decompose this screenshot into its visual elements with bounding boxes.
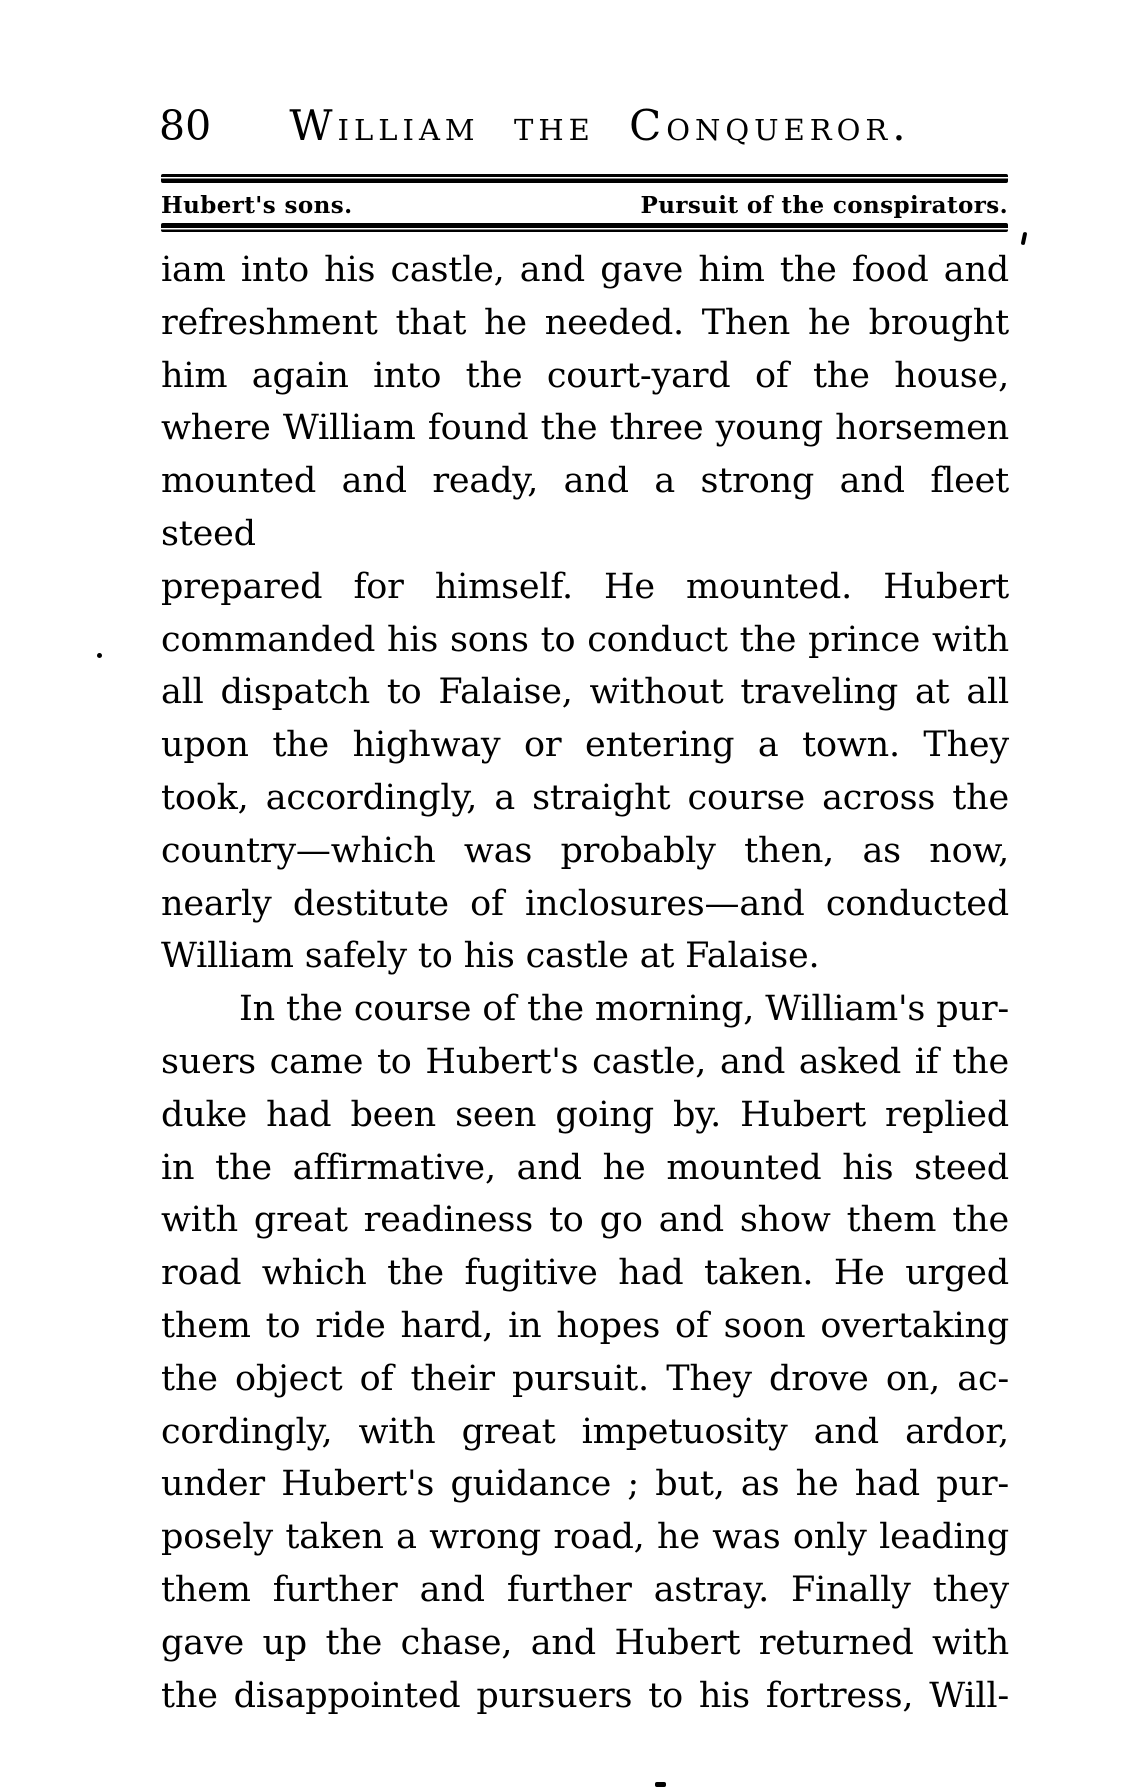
header-rule-top (161, 174, 1008, 183)
text-line: with great readiness to go and show them the (161, 1200, 1009, 1241)
text-line: country—which was probably then, as now, (161, 830, 1009, 871)
text-line: took, accordingly, a straight course across the (161, 777, 1009, 818)
page-number: 80 (159, 102, 212, 150)
running-title: William the Conqueror. (289, 101, 911, 150)
text-line: suers came to Hubert's castle, and asked if the (161, 1041, 1009, 1082)
scan-artifact-margin-dot (97, 653, 102, 658)
text-line: In the course of the morning, William's pur- (239, 989, 1009, 1030)
text-line: upon the highway or entering a town. They (161, 725, 1009, 766)
text-line: duke had been seen going by. Hubert replied (161, 1094, 1009, 1135)
text-line: cordingly, with great impetuosity and ardor, (161, 1411, 1009, 1452)
text-line: nearly destitute of inclosures—and conducted (161, 883, 1009, 924)
body-text (161, 244, 1009, 1722)
running-head-right: Pursuit of the conspirators. (640, 192, 1008, 219)
text-line: where William found the three young horsemen (161, 408, 1009, 449)
text-line: in the affirmative, and he mounted his steed (161, 1147, 1009, 1188)
text-line: posely taken a wrong road, he was only leading (161, 1517, 1009, 1558)
text-line: him again into the court-yard of the house, (161, 355, 1009, 396)
text-line: them further and further astray. Finally they (161, 1569, 1009, 1610)
text-line: prepared for himself. He mounted. Hubert (161, 566, 1009, 607)
running-head-left: Hubert's sons. (161, 192, 353, 219)
text-line: road which the fugitive had taken. He urged (161, 1253, 1009, 1294)
text-line: the disappointed pursuers to his fortress, Will- (161, 1675, 1009, 1716)
text-line: refreshment that he needed. Then he brought (161, 302, 1009, 343)
text-line: William safely to his castle at Falaise. (161, 936, 820, 977)
text-line: mounted and ready, and a strong and fleet steed (161, 461, 1009, 554)
text-line: under Hubert's guidance ; but, as he had pur- (161, 1464, 1009, 1505)
text-line: them to ride hard, in hopes of soon overtaking (161, 1305, 1009, 1346)
text-line: the object of their pursuit. They drove on, ac- (161, 1358, 1009, 1399)
text-line: all dispatch to Falaise, without traveling at all (161, 672, 1009, 713)
text-line: gave up the chase, and Hubert returned with (161, 1622, 1009, 1663)
text-line: iam into his castle, and gave him the food and (161, 250, 1009, 290)
text-line: commanded his sons to conduct the prince with (161, 619, 1009, 660)
header-rule-bottom (161, 223, 1008, 232)
scan-artifact-tick (1021, 232, 1028, 246)
scan-artifact-bottom-speck (655, 1782, 666, 1787)
